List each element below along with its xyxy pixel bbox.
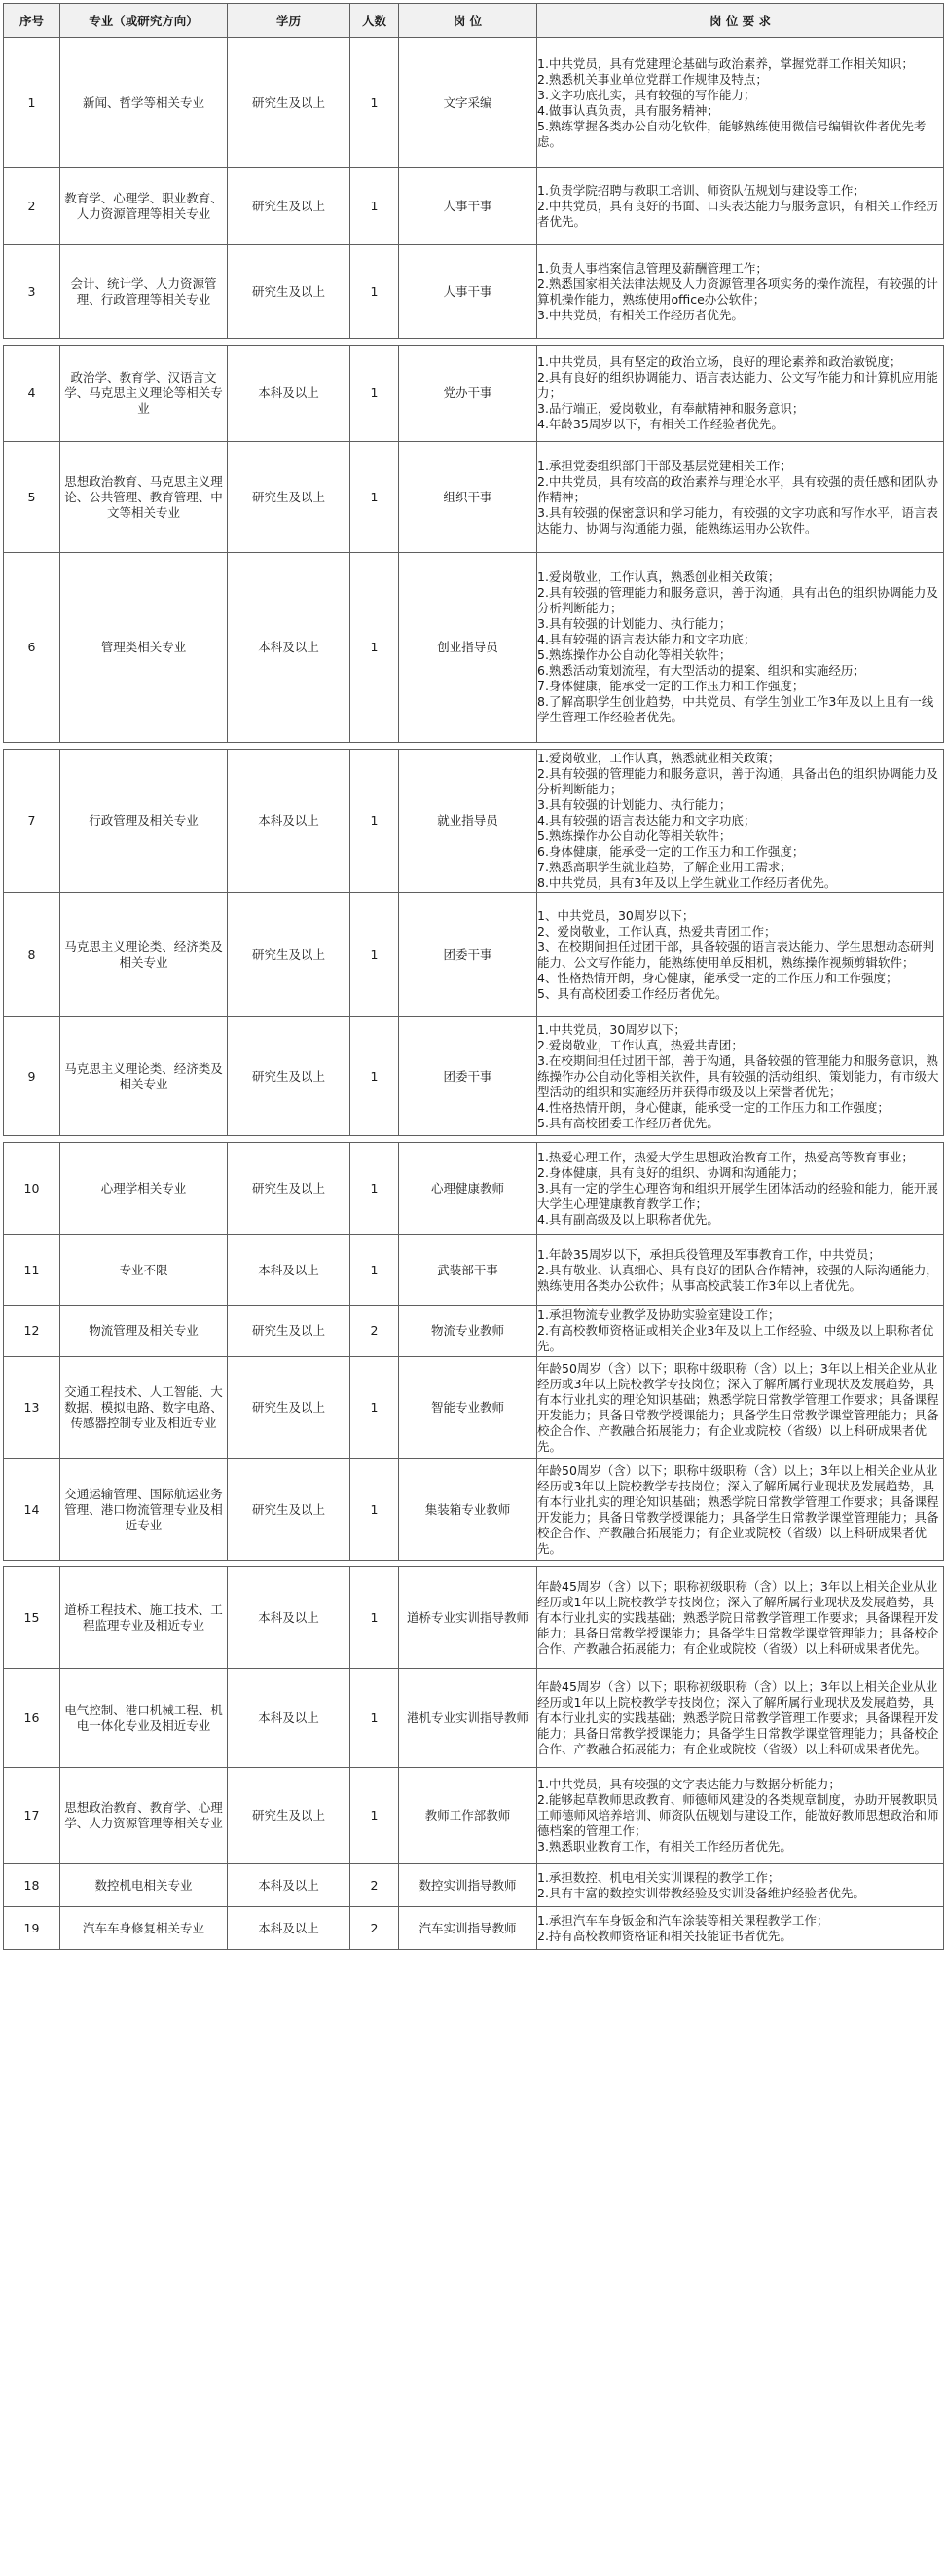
section-gap-cell xyxy=(4,1561,944,1567)
row-number: 12 xyxy=(4,1306,60,1357)
requirement-line: 4.具有较强的语言表达能力和文字功底； xyxy=(537,632,756,646)
requirement-line: 年龄50周岁（含）以下；职称中级职称（含）以上；3年以上相关企业从业经历或3年以上院校教学专技岗位；深入了解所属行业现状及发展趋势，具有本行业扎实的理论知识基础；熟悉学院日常教学管理工作要求；具备课程开发能力；具备日常教学授课能力；具备学生日常教学课堂管理能力；具备校企合作、产教融合拓展能力；有企业或院校（省级）以上科研成果者优先。 xyxy=(537,1462,939,1556)
row-requirements xyxy=(537,442,944,553)
requirement-line: 2.身体健康，具有良好的组织、协调和沟通能力； xyxy=(537,1165,805,1180)
row-education: 研究生及以上 xyxy=(228,1017,350,1136)
row-education: 研究生及以上 xyxy=(228,1459,350,1561)
table-row xyxy=(4,1143,944,1235)
row-major: 道桥工程技术、施工技术、工程监理专业及相近专业 xyxy=(60,1567,228,1669)
row-major: 交通工程技术、人工智能、大数据、模拟电路、数字电路、传感器控制专业及相近专业 xyxy=(60,1357,228,1459)
requirement-line: 3.具有较强的计划能力、执行能力； xyxy=(537,797,732,812)
row-requirements xyxy=(537,893,944,1017)
row-count: 1 xyxy=(350,1669,399,1768)
requirement-line: 1.承担物流专业教学及协助实验室建设工作； xyxy=(537,1307,781,1322)
row-count: 2 xyxy=(350,1907,399,1950)
row-post: 人事干事 xyxy=(399,245,537,339)
table-row xyxy=(4,1459,944,1561)
row-requirements xyxy=(537,1235,944,1306)
row-major: 汽车车身修复相关专业 xyxy=(60,1907,228,1950)
row-major: 思想政治教育、马克思主义理论、公共管理、教育管理、中文等相关专业 xyxy=(60,442,228,553)
row-count: 1 xyxy=(350,38,399,168)
row-requirements xyxy=(537,750,944,893)
row-education: 研究生及以上 xyxy=(228,442,350,553)
row-count: 1 xyxy=(350,168,399,245)
requirement-line: 1.承担汽车车身钣金和汽车涂装等相关课程教学工作； xyxy=(537,1912,829,1928)
requirement-line: 3.具有较强的计划能力、执行能力； xyxy=(537,616,732,631)
row-post: 组织干事 xyxy=(399,442,537,553)
row-education: 研究生及以上 xyxy=(228,1768,350,1864)
row-number: 14 xyxy=(4,1459,60,1561)
row-count: 2 xyxy=(350,1864,399,1907)
row-major: 教育学、心理学、职业教育、人力资源管理等相关专业 xyxy=(60,168,228,245)
row-major: 电气控制、港口机械工程、机电一体化专业及相近专业 xyxy=(60,1669,228,1768)
row-number: 8 xyxy=(4,893,60,1017)
requirement-line: 1.中共党员，具有较强的文字表达能力与数据分析能力； xyxy=(537,1777,841,1791)
header-requirements: 岗 位 要 求 xyxy=(537,4,944,38)
row-major: 行政管理及相关专业 xyxy=(60,750,228,893)
row-post: 文字采编 xyxy=(399,38,537,168)
requirement-line: 2.具有较强的管理能力和服务意识，善于沟通，具备出色的组织协调能力及分析判断能力； xyxy=(537,766,938,796)
row-post: 武装部干事 xyxy=(399,1235,537,1306)
table-row xyxy=(4,245,944,339)
row-count: 1 xyxy=(350,893,399,1017)
table-row xyxy=(4,1907,944,1950)
section-gap xyxy=(4,1561,944,1567)
requirement-line: 3.具有一定的学生心理咨询和组织开展学生团体活动的经验和能力，能开展大学生心理健康教育教学工作； xyxy=(537,1181,938,1211)
row-major: 思想政治教育、教育学、心理学、人力资源管理等相关专业 xyxy=(60,1768,228,1864)
row-count: 1 xyxy=(350,553,399,743)
row-major: 马克思主义理论类、经济类及相关专业 xyxy=(60,893,228,1017)
row-education: 研究生及以上 xyxy=(228,245,350,339)
row-number: 1 xyxy=(4,38,60,168)
requirement-line: 3.熟悉职业教育工作，有相关工作经历者优先。 xyxy=(537,1839,792,1854)
row-requirements xyxy=(537,245,944,339)
requirement-line: 5.熟练操作办公自动化等相关软件； xyxy=(537,647,732,662)
row-count: 1 xyxy=(350,1143,399,1235)
header-no: 序号 xyxy=(4,4,60,38)
row-number: 17 xyxy=(4,1768,60,1864)
row-education: 研究生及以上 xyxy=(228,1143,350,1235)
row-number: 6 xyxy=(4,553,60,743)
table-row xyxy=(4,442,944,553)
header-post: 岗 位 xyxy=(399,4,537,38)
row-education: 研究生及以上 xyxy=(228,168,350,245)
requirement-line: 2.具有良好的组织协调能力、语言表达能力、公文写作能力和计算机应用能力； xyxy=(537,370,938,400)
requirement-line: 3.文字功底扎实，具有较强的写作能力； xyxy=(537,87,756,102)
row-education: 本科及以上 xyxy=(228,346,350,442)
row-post: 教师工作部教师 xyxy=(399,1768,537,1864)
requirement-line: 4.年龄35周岁以下，有相关工作经验者优先。 xyxy=(537,417,783,431)
section-gap-cell xyxy=(4,743,944,750)
row-number: 4 xyxy=(4,346,60,442)
row-count: 1 xyxy=(350,346,399,442)
row-number: 18 xyxy=(4,1864,60,1907)
requirement-line: 8.了解高职学生创业趋势，中共党员、有学生创业工作3年及以上且有一线学生管理工作经验者优先。 xyxy=(537,694,934,724)
table-row xyxy=(4,553,944,743)
row-requirements xyxy=(537,168,944,245)
requirement-line: 4.具有副高级及以上职称者优先。 xyxy=(537,1212,719,1227)
row-major: 新闻、哲学等相关专业 xyxy=(60,38,228,168)
table-body xyxy=(4,38,944,1950)
requirement-line: 1.爱岗敬业，工作认真，熟悉就业相关政策； xyxy=(537,751,781,765)
requirement-line: 1.负责学院招聘与教职工培训、师资队伍规划与建设等工作； xyxy=(537,183,865,198)
requirement-line: 2.中共党员，具有较高的政治素养与理论水平，具有较强的责任感和团队协作精神； xyxy=(537,473,938,504)
requirement-line: 2、爱岗敬业，工作认真，热爱共青团工作； xyxy=(537,923,777,938)
row-post: 道桥专业实训指导教师 xyxy=(399,1567,537,1669)
row-number: 11 xyxy=(4,1235,60,1306)
row-education: 本科及以上 xyxy=(228,1907,350,1950)
requirement-line: 3.在校期间担任过团干部，善于沟通，具备较强的管理能力和服务意识，熟练操作办公自动化等相关软件，具有较强的活动组织、策划能力，有市级大型活动的组织和实施经历并获得市级及以上荣誉者优先； xyxy=(537,1052,939,1099)
requirement-line: 5.熟练掌握各类办公自动化软件，能够熟练使用微信号编辑软件者优先考虑。 xyxy=(537,118,927,149)
requirement-line: 4.具有较强的语言表达能力和文字功底； xyxy=(537,813,756,828)
header-major: 专业（或研究方向） xyxy=(60,4,228,38)
requirement-line: 7.熟悉高职学生就业趋势，了解企业用工需求； xyxy=(537,860,792,874)
row-number: 15 xyxy=(4,1567,60,1669)
row-requirements xyxy=(537,1459,944,1561)
table-row xyxy=(4,1017,944,1136)
table-row xyxy=(4,1306,944,1357)
row-major: 会计、统计学、人力资源管理、行政管理等相关专业 xyxy=(60,245,228,339)
requirement-line: 1.中共党员，具有党建理论基础与政治素养，掌握党群工作相关知识； xyxy=(537,55,914,71)
row-post: 数控实训指导教师 xyxy=(399,1864,537,1907)
row-education: 本科及以上 xyxy=(228,553,350,743)
requirement-line: 1.负责人事档案信息管理及薪酬管理工作； xyxy=(537,260,768,276)
row-count: 1 xyxy=(350,442,399,553)
row-requirements xyxy=(537,346,944,442)
row-number: 2 xyxy=(4,168,60,245)
row-major: 交通运输管理、国际航运业务管理、港口物流管理专业及相近专业 xyxy=(60,1459,228,1561)
row-education: 本科及以上 xyxy=(228,1567,350,1669)
row-post: 创业指导员 xyxy=(399,553,537,743)
row-education: 本科及以上 xyxy=(228,1235,350,1306)
row-education: 研究生及以上 xyxy=(228,1306,350,1357)
requirement-line: 1、中共党员，30周岁以下； xyxy=(537,907,695,923)
row-major: 政治学、教育学、汉语言文学、马克思主义理论等相关专业 xyxy=(60,346,228,442)
row-count: 1 xyxy=(350,750,399,893)
row-number: 9 xyxy=(4,1017,60,1136)
row-post: 汽车实训指导教师 xyxy=(399,1907,537,1950)
row-requirements xyxy=(537,38,944,168)
requirement-line: 3.具有较强的保密意识和学习能力，有较强的文字功底和写作水平，语言表达能力、协调与沟通能力强，能熟练运用办公软件。 xyxy=(537,504,938,535)
section-gap-cell xyxy=(4,339,944,346)
requirement-line: 2.具有敬业、认真细心、具有良好的团队合作精神，较强的人际沟通能力，熟练使用各类办公软件；从事高校武装工作3年以上者优先。 xyxy=(537,1262,938,1293)
requirement-line: 3、在校期间担任过团干部，具备较强的语言表达能力、学生思想动态研判能力、公文写作能力，能熟练使用单反相机，熟练操作视频剪辑软件； xyxy=(537,938,934,970)
row-major: 心理学相关专业 xyxy=(60,1143,228,1235)
row-count: 1 xyxy=(350,1357,399,1459)
requirement-line: 4.做事认真负责，具有服务精神； xyxy=(537,102,719,118)
row-education: 本科及以上 xyxy=(228,1669,350,1768)
requirement-line: 2.爱岗敬业，工作认真，热爱共青团； xyxy=(537,1037,744,1052)
table-row xyxy=(4,1235,944,1306)
section-gap-cell xyxy=(4,1136,944,1143)
row-requirements xyxy=(537,1669,944,1768)
section-gap xyxy=(4,1136,944,1143)
row-post: 党办干事 xyxy=(399,346,537,442)
row-major: 马克思主义理论类、经济类及相关专业 xyxy=(60,1017,228,1136)
row-count: 1 xyxy=(350,245,399,339)
table-row xyxy=(4,346,944,442)
row-count: 1 xyxy=(350,1017,399,1136)
row-number: 16 xyxy=(4,1669,60,1768)
requirement-line: 2.能够起草教师思政教育、师德师风建设的各类规章制度，协助开展教职员工师德师风培养培训、师资队伍规划与建设工作，能做好教师思想政治和师德档案的管理工作； xyxy=(537,1792,939,1838)
row-major: 数控机电相关专业 xyxy=(60,1864,228,1907)
table-row xyxy=(4,1768,944,1864)
row-requirements xyxy=(537,1768,944,1864)
requirement-line: 6.身体健康，能承受一定的工作压力和工作强度； xyxy=(537,844,805,859)
row-major: 管理类相关专业 xyxy=(60,553,228,743)
requirement-line: 3.中共党员，有相关工作经历者优先。 xyxy=(537,307,744,322)
row-education: 本科及以上 xyxy=(228,1864,350,1907)
requirement-line: 2.具有丰富的数控实训带教经验及实训设备维护经验者优先。 xyxy=(537,1885,865,1900)
requirement-line: 8.中共党员，具有3年及以上学生就业工作经历者优先。 xyxy=(537,875,837,890)
row-requirements xyxy=(537,1357,944,1459)
section-gap xyxy=(4,339,944,346)
row-requirements xyxy=(537,1306,944,1357)
requirement-line: 2.持有高校教师资格证和相关技能证书者优先。 xyxy=(537,1928,792,1943)
row-number: 5 xyxy=(4,442,60,553)
requirement-line: 2.熟悉国家相关法律法规及人力资源管理各项实务的操作流程，有较强的计算机操作能力，熟练使用office办公软件； xyxy=(537,276,938,307)
row-number: 10 xyxy=(4,1143,60,1235)
row-requirements xyxy=(537,1907,944,1950)
requirement-line: 1.中共党员，30周岁以下； xyxy=(537,1021,686,1037)
table-row xyxy=(4,750,944,893)
section-gap xyxy=(4,743,944,750)
requirement-line: 5、具有高校团委工作经历者优先。 xyxy=(537,985,728,1001)
table-row xyxy=(4,1357,944,1459)
requirement-line: 1.年龄35周岁以下，承担兵役管理及军事教育工作，中共党员； xyxy=(537,1246,881,1262)
requirement-line: 2.具有较强的管理能力和服务意识，善于沟通，具有出色的组织协调能力及分析判断能力； xyxy=(537,585,938,615)
row-post: 智能专业教师 xyxy=(399,1357,537,1459)
row-number: 13 xyxy=(4,1357,60,1459)
row-number: 19 xyxy=(4,1907,60,1950)
row-requirements xyxy=(537,1864,944,1907)
requirement-line: 5.具有高校团委工作经历者优先。 xyxy=(537,1115,719,1130)
header-count: 人数 xyxy=(350,4,399,38)
requirement-line: 2.中共党员，具有良好的书面、口头表达能力与服务意识，有相关工作经历者优先。 xyxy=(537,199,938,229)
row-count: 2 xyxy=(350,1306,399,1357)
row-count: 1 xyxy=(350,1459,399,1561)
row-count: 1 xyxy=(350,1768,399,1864)
row-education: 研究生及以上 xyxy=(228,893,350,1017)
table-row xyxy=(4,1669,944,1768)
requirement-line: 7.身体健康，能承受一定的工作压力和工作强度； xyxy=(537,679,805,693)
row-major: 专业不限 xyxy=(60,1235,228,1306)
table-row xyxy=(4,893,944,1017)
requirement-line: 年龄50周岁（含）以下；职称中级职称（含）以上；3年以上相关企业从业经历或3年以上院校教学专技岗位；深入了解所属行业现状及发展趋势，具有本行业扎实的理论知识基础；熟悉学院日常教学管理工作要求；具备课程开发能力；具备日常教学授课能力；具备学生日常教学课堂管理能力；具备校企合作、产教融合拓展能力；有企业或院校（省级）以上科研成果者优先。 xyxy=(537,1361,939,1454)
row-requirements xyxy=(537,1567,944,1669)
requirement-line: 3.品行端正，爱岗敬业，有奉献精神和服务意识； xyxy=(537,401,805,416)
row-post: 物流专业教师 xyxy=(399,1306,537,1357)
requirement-line: 1.热爱心理工作，热爱大学生思想政治教育工作，热爱高等教育事业； xyxy=(537,1150,914,1164)
requirement-line: 年龄45周岁（含）以下；职称初级职称（含）以上；3年以上相关企业从业经历或1年以上院校教学专技岗位；深入了解所属行业现状及发展趋势，具有本行业扎实的实践基础；熟悉学院日常教学管理工作要求；具备课程开发能力；具备日常教学授课能力；具备学生日常教学课堂管理能力；具备校企合作、产教融合拓展能力；有企业或院校（省级）以上科研成果者优先。 xyxy=(537,1678,939,1756)
requirement-line: 6.熟悉活动策划流程，有大型活动的提案、组织和实施经历； xyxy=(537,663,865,678)
requirement-line: 2.有高校教师资格证或相关企业3年及以上工作经验、中级及以上职称者优先。 xyxy=(537,1323,934,1353)
requirement-line: 年龄45周岁（含）以下；职称初级职称（含）以上；3年以上相关企业从业经历或1年以上院校教学专技岗位；深入了解所属行业现状及发展趋势，具有本行业扎实的实践基础；熟悉学院日常教学管理工作要求；具备课程开发能力；具备日常教学授课能力；具备学生日常教学课堂管理能力；具备校企合作、产教融合拓展能力；有企业或院校（省级）以上科研成果者优先。 xyxy=(537,1578,939,1656)
row-education: 本科及以上 xyxy=(228,750,350,893)
requirement-line: 1.爱岗敬业，工作认真，熟悉创业相关政策； xyxy=(537,570,781,584)
requirement-line: 4、性格热情开朗，身心健康，能承受一定的工作压力和工作强度； xyxy=(537,970,898,985)
row-post: 就业指导员 xyxy=(399,750,537,893)
requirement-line: 4.性格热情开朗，身心健康，能承受一定的工作压力和工作强度； xyxy=(537,1099,890,1115)
row-post: 心理健康教师 xyxy=(399,1143,537,1235)
header-education: 学历 xyxy=(228,4,350,38)
row-post: 团委干事 xyxy=(399,1017,537,1136)
requirement-line: 1.承担数控、机电相关实训课程的教学工作； xyxy=(537,1869,781,1885)
row-education: 研究生及以上 xyxy=(228,1357,350,1459)
requirement-line: 1.中共党员，具有坚定的政治立场，良好的理论素养和政治敏锐度； xyxy=(537,354,902,369)
row-number: 3 xyxy=(4,245,60,339)
row-requirements xyxy=(537,1017,944,1136)
row-post: 集装箱专业教师 xyxy=(399,1459,537,1561)
row-post: 团委干事 xyxy=(399,893,537,1017)
job-requirements-table xyxy=(3,3,944,1950)
row-education: 研究生及以上 xyxy=(228,38,350,168)
table-row xyxy=(4,1864,944,1907)
table-row xyxy=(4,168,944,245)
row-post: 港机专业实训指导教师 xyxy=(399,1669,537,1768)
requirement-line: 5.熟练操作办公自动化等相关软件； xyxy=(537,828,732,843)
row-requirements xyxy=(537,1143,944,1235)
row-requirements xyxy=(537,553,944,743)
row-count: 1 xyxy=(350,1567,399,1669)
requirement-line: 2.熟悉机关事业单位党群工作规律及特点； xyxy=(537,71,768,87)
header-row xyxy=(4,4,944,38)
table-row xyxy=(4,1567,944,1669)
row-count: 1 xyxy=(350,1235,399,1306)
row-number: 7 xyxy=(4,750,60,893)
requirement-line: 1.承担党委组织部门干部及基层党建相关工作； xyxy=(537,458,792,473)
row-major: 物流管理及相关专业 xyxy=(60,1306,228,1357)
row-post: 人事干事 xyxy=(399,168,537,245)
table-row xyxy=(4,38,944,168)
